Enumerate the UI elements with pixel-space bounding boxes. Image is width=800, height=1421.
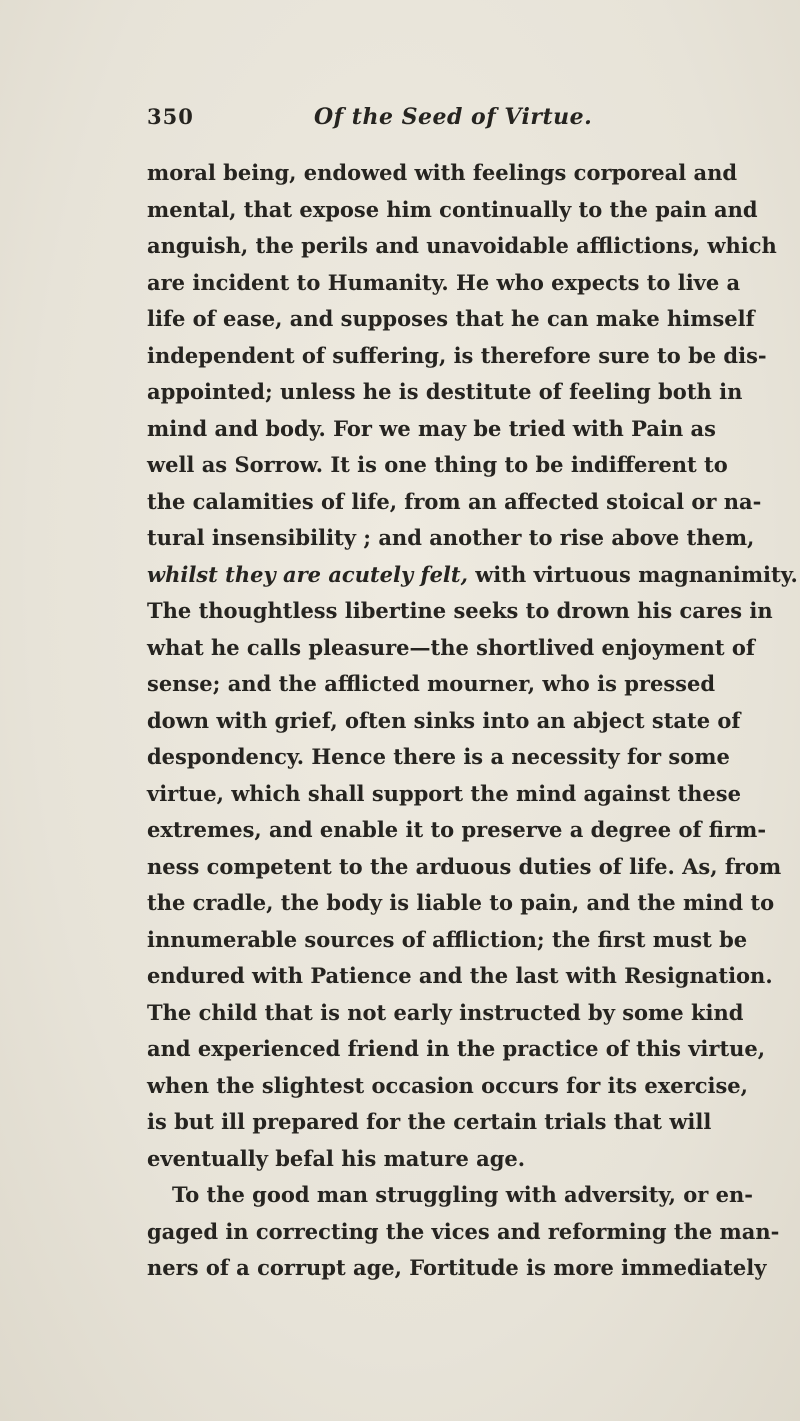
text-line: sense; and the afflicted mourner, who is pressed — [147, 671, 716, 696]
text-line: is but ill prepared for the certain trials that will — [147, 1109, 712, 1134]
body-text — [147, 155, 798, 1287]
text-line: gaged in correcting the vices and reforming the man- — [147, 1218, 780, 1244]
text-line: independent of suffering, is therefore sure to be dis- — [147, 342, 767, 368]
text-line: life of ease, and supposes that he can make himself — [147, 306, 755, 331]
text-line: down with grief, often sinks into an abject state of — [147, 707, 741, 733]
text-line: moral being, endowed with feelings corporeal and — [147, 160, 738, 185]
running-title: Of the Seed of Virtue. — [314, 104, 593, 130]
text-line: and experienced friend in the practice of this virtue, — [147, 1036, 766, 1061]
page-header — [147, 104, 667, 138]
text-line: well as Sorrow. It is one thing to be indifferent to — [147, 452, 728, 477]
text-line-mixed — [147, 557, 798, 594]
text-line: despondency. Hence there is a necessity for some — [147, 744, 730, 769]
text-line: innumerable sources of affliction; the first must be — [147, 926, 748, 952]
text-line: are incident to Humanity. He who expects to live a — [147, 269, 741, 295]
text-line: what he calls pleasure—the shortlived enjoyment of — [147, 634, 755, 660]
text-line: virtue, which shall support the mind against these — [147, 780, 741, 806]
text-line: mental, that expose him continually to the pain and — [147, 196, 758, 222]
text-line: ners of a corrupt age, Fortitude is more immediately — [147, 1255, 767, 1280]
text-line: the cradle, the body is liable to pain, and the mind to — [147, 890, 775, 915]
text-line: tural insensibility ; and another to rise above them, — [147, 525, 755, 550]
text-line: The child that is not early instructed by some kind — [147, 999, 744, 1025]
paragraph-start-line: To the good man struggling with adversity, or en- — [172, 1182, 754, 1207]
text-line: ness competent to the arduous duties of life. As, from — [147, 853, 782, 879]
italic-phrase: whilst they are acutely felt, — [147, 561, 468, 587]
text-line: The thoughtless libertine seeks to drown his cares in — [147, 598, 773, 623]
text-line: appointed; unless he is destitute of feeling both in — [147, 379, 743, 404]
text-fragment: with virtuous magnanimity. — [467, 561, 798, 587]
text-line: extremes, and enable it to preserve a degree of firm- — [147, 817, 767, 842]
text-line: the calamities of life, from an affected stoical or na- — [147, 488, 762, 514]
text-line: endured with Patience and the last with Resignation. — [147, 963, 773, 988]
text-line: anguish, the perils and unavoidable afflictions, which — [147, 233, 777, 258]
text-line: mind and body. For we may be tried with Pain as — [147, 415, 716, 441]
text-line: when the slightest occasion occurs for its exercise, — [147, 1072, 748, 1098]
page-number: 350 — [147, 104, 194, 129]
paragraph-end-line: eventually befal his mature age. — [147, 1145, 526, 1171]
